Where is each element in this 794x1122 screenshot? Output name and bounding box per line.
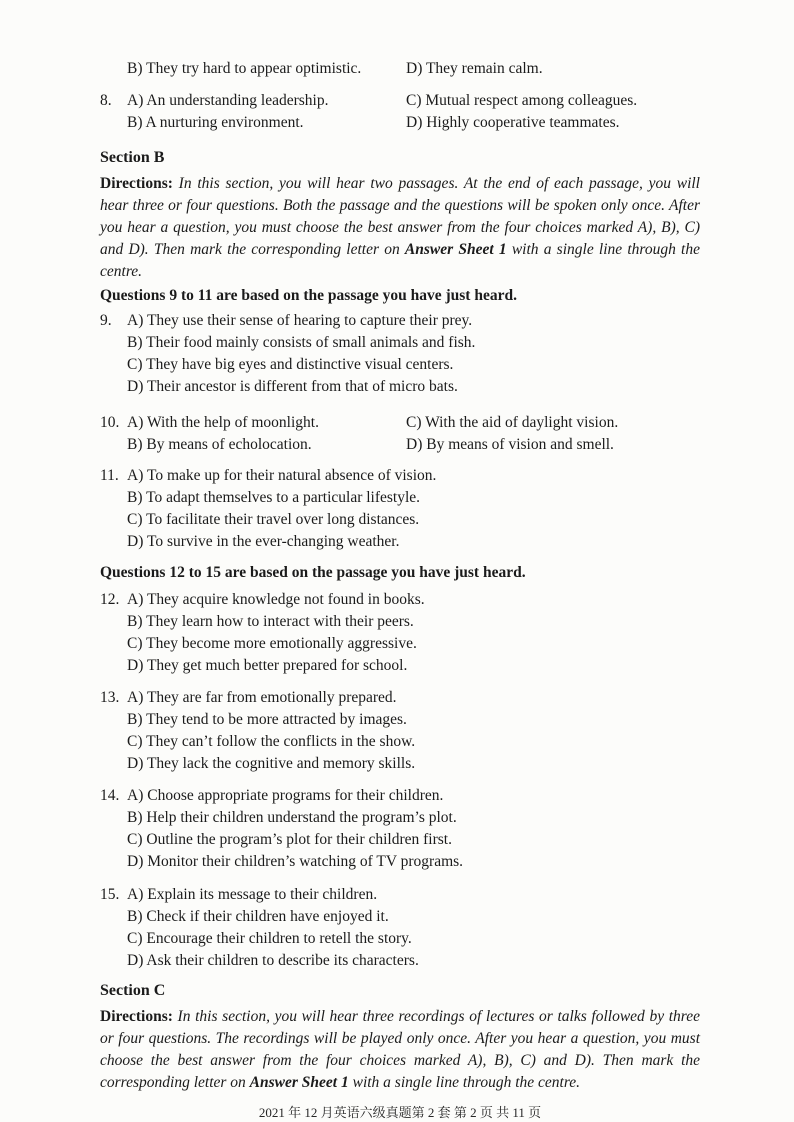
question-14-line-a (100, 785, 700, 807)
question-11 (100, 465, 700, 553)
question-number: 10. (100, 414, 120, 431)
section-c-heading: Section C (100, 982, 166, 999)
option-a: A) An understanding leadership. (127, 92, 329, 109)
section-b-directions (100, 173, 700, 283)
question-number: 11. (100, 467, 119, 484)
option-a: A) They acquire knowledge not found in books. (127, 591, 425, 608)
questions-9-11-heading: Questions 9 to 11 are based on the passage you have just heard. (100, 287, 517, 304)
option-b: B) A nurturing environment. (127, 114, 304, 131)
option-c: C) They can’t follow the conflicts in the show. (127, 733, 416, 750)
option-d: D) To survive in the ever-changing weather. (127, 533, 400, 550)
question-10-left (100, 412, 406, 434)
option-d: D) They remain calm. (406, 60, 543, 77)
question-8-row-1 (100, 90, 700, 112)
directions-text: In this section, you will hear two passages. At the end of each passage, you will hear three or four questions. Both the passage and the questions will be spoken only once. After you hear a question, you must choose the best answer from the four choices marked A), B), C) and D). Then mark the corresponding letter on (100, 175, 700, 258)
page-footer: 2021 年 12 月英语六级真题第 2 套 第 2 页 共 11 页 (258, 1105, 542, 1120)
section-c-directions (100, 1006, 700, 1094)
question-8-left (100, 90, 406, 112)
option-d: D) Monitor their children’s watching of TV programs. (127, 853, 464, 870)
option-b: B) Help their children understand the program’s plot. (127, 809, 457, 826)
option-c: C) They become more emotionally aggressive. (127, 635, 417, 652)
option-d: D) Their ancestor is different from that of micro bats. (127, 378, 458, 395)
question-8-row-2 (100, 112, 700, 134)
option-b: B) To adapt themselves to a particular lifestyle. (127, 489, 421, 506)
option-c: C) Encourage their children to retell the story. (127, 930, 412, 947)
question-number: 8. (100, 92, 112, 109)
option-d: D) They get much better prepared for school. (127, 657, 408, 674)
question-number: 9. (100, 312, 112, 329)
questions-12-15-heading: Questions 12 to 15 are based on the passage you have just heard. (100, 564, 526, 581)
option-a: A) With the help of moonlight. (127, 414, 319, 431)
question-15-line-a (100, 884, 700, 906)
directions-text: In this section, you will hear three recordings of lectures or talks followed by three or four questions. The recordings will be played only once. After you hear a question, you must choose the best answer from the four choices marked A), B), C) and D). Then mark the corresponding letter on (100, 1008, 700, 1091)
option-b: B) They tend to be more attracted by images. (127, 711, 407, 728)
option-c: C) They have big eyes and distinctive visual centers. (127, 356, 454, 373)
option-a: A) They are far from emotionally prepared. (127, 689, 397, 706)
question-10 (100, 412, 700, 456)
option-a: A) Explain its message to their children. (127, 886, 378, 903)
question-number: 14. (100, 787, 120, 804)
option-a: A) Choose appropriate programs for their children. (127, 787, 444, 804)
question-8 (100, 90, 700, 134)
answer-sheet-ref: Answer Sheet 1 (249, 1074, 349, 1091)
question-9 (100, 310, 700, 398)
answer-sheet-ref: Answer Sheet 1 (404, 241, 507, 258)
question-9-line-a (100, 310, 700, 332)
section-b-heading: Section B (100, 149, 165, 166)
question-7-row (100, 58, 700, 80)
question-13-line-a (100, 687, 700, 709)
question-12 (100, 589, 700, 677)
question-number: 12. (100, 591, 120, 608)
directions-label: Directions: (100, 175, 173, 192)
question-number: 15. (100, 886, 120, 903)
option-c: C) Mutual respect among colleagues. (406, 92, 638, 109)
option-b: B) They try hard to appear optimistic. (127, 60, 362, 77)
option-a: A) To make up for their natural absence of vision. (127, 467, 437, 484)
option-b: B) Check if their children have enjoyed it. (127, 908, 389, 925)
option-b: B) By means of echolocation. (127, 436, 312, 453)
option-c: C) To facilitate their travel over long distances. (127, 511, 420, 528)
question-12-line-a (100, 589, 700, 611)
option-d: D) Ask their children to describe its characters. (127, 952, 419, 969)
option-c: C) With the aid of daylight vision. (406, 414, 619, 431)
directions-label: Directions: (100, 1008, 173, 1025)
question-14 (100, 785, 700, 873)
option-a: A) They use their sense of hearing to capture their prey. (127, 312, 473, 329)
directions-text-end: with a single line through the centre. (348, 1074, 581, 1091)
option-c: C) Outline the program’s plot for their children first. (127, 831, 452, 848)
directions-text-end: with a single line through the centre. (100, 241, 700, 280)
option-d: D) They lack the cognitive and memory skills. (127, 755, 416, 772)
option-b: B) They learn how to interact with their peers. (127, 613, 414, 630)
question-13 (100, 687, 700, 775)
option-d: D) By means of vision and smell. (406, 436, 614, 453)
question-10-row-1 (100, 412, 700, 434)
option-d: D) Highly cooperative teammates. (406, 114, 620, 131)
question-number: 13. (100, 689, 120, 706)
option-b: B) Their food mainly consists of small animals and fish. (127, 334, 476, 351)
question-15 (100, 884, 700, 972)
question-10-row-2 (100, 434, 700, 456)
question-11-line-a (100, 465, 700, 487)
question-7-options (100, 58, 700, 80)
